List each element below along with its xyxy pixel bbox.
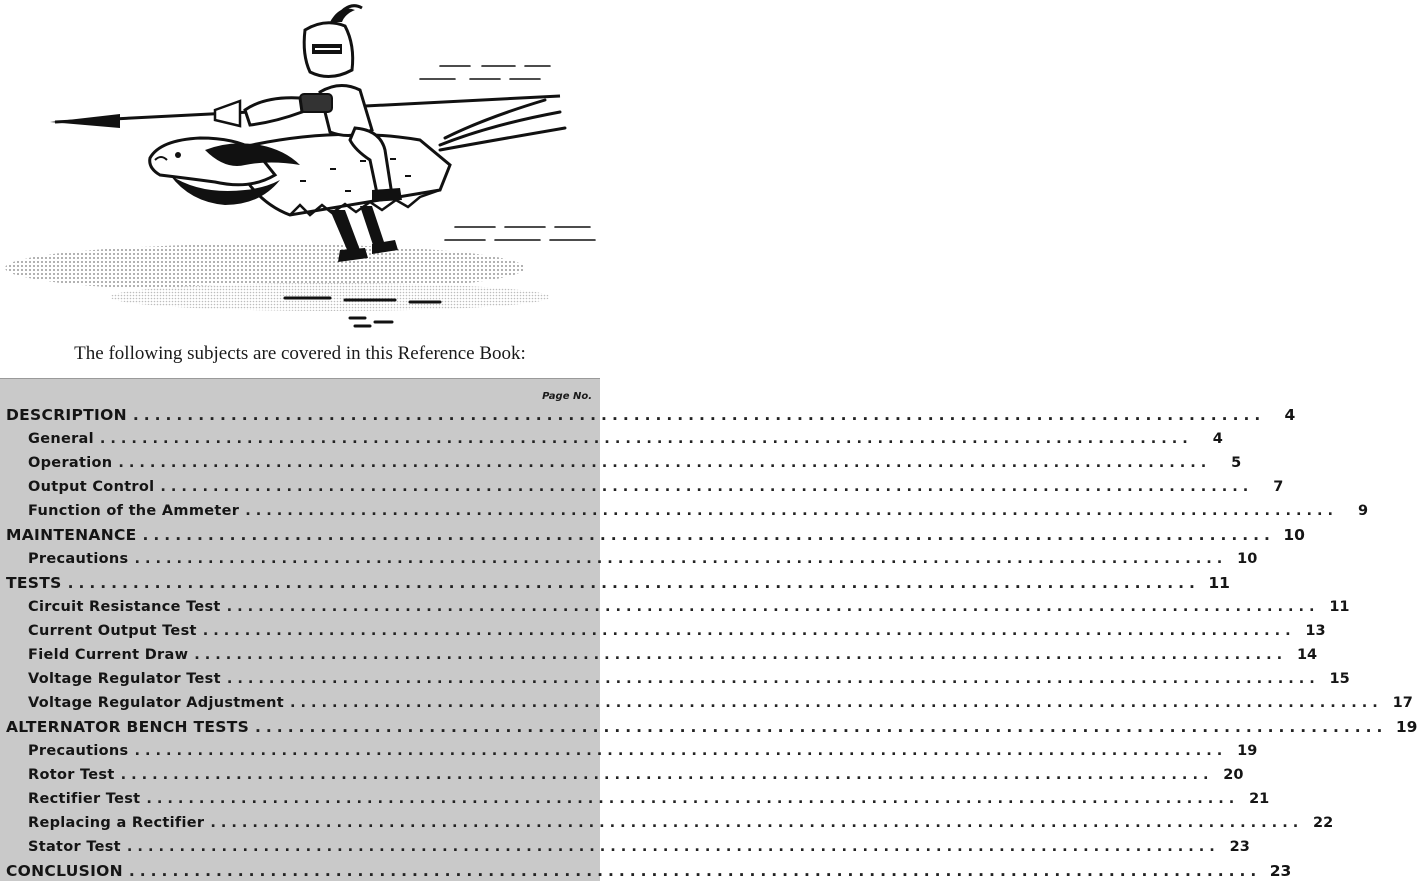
toc-entry-field-current-draw[interactable] xyxy=(0,643,1318,667)
toc-entry-page: 13 xyxy=(1305,623,1326,639)
leader-dots: ........................................................................................................ xyxy=(118,455,1212,471)
toc-entry-replacing-a-rectifier[interactable] xyxy=(0,811,1334,835)
toc-entry-page: 14 xyxy=(1296,647,1318,663)
leader-dots: ........................................................................................................ xyxy=(226,671,1320,687)
toc-entry-voltage-regulator-adjustment[interactable] xyxy=(0,691,1413,715)
toc-entry-page: 7 xyxy=(1273,479,1284,495)
toc-entry-page: 20 xyxy=(1223,767,1244,783)
leader-dots: ........................................................................................................ xyxy=(146,791,1240,807)
toc-entry-conclusion[interactable] xyxy=(0,859,1292,883)
horse-eye xyxy=(175,152,181,158)
toc-entry-title: Rotor Test xyxy=(28,767,115,783)
leader-dots: ........................................................................................................ xyxy=(126,839,1220,855)
toc-entry-title: TESTS xyxy=(6,574,62,592)
toc-entry-title: Voltage Regulator Adjustment xyxy=(28,695,284,711)
toc-entry-output-control[interactable] xyxy=(0,475,1284,499)
toc-entry-stator-test[interactable] xyxy=(0,835,1250,859)
toc-entry-page: 17 xyxy=(1392,695,1413,711)
toc-entry-title: Current Output Test xyxy=(28,623,197,639)
leader-dots: ........................................................................................................ xyxy=(67,574,1200,592)
toc-entry-page: 23 xyxy=(1229,839,1250,855)
leader-dots: ........................................................................................................ xyxy=(194,647,1288,663)
toc-entry-current-output-test[interactable] xyxy=(0,619,1326,643)
toc-entry-page: 11 xyxy=(1329,599,1350,615)
toc-entry-tests[interactable] xyxy=(0,571,1230,595)
toc-entry-title: Operation xyxy=(28,455,113,471)
toc-entry-title: Output Control xyxy=(28,479,155,495)
toc-rows xyxy=(0,403,1417,883)
table-of-contents xyxy=(0,378,1417,881)
toc-entry-page: 4 xyxy=(1212,431,1223,447)
knight-illustration xyxy=(0,0,600,335)
toc-entry-title: MAINTENANCE xyxy=(6,526,137,544)
knight-helmet xyxy=(304,6,362,77)
toc-entry-title: Stator Test xyxy=(28,839,121,855)
toc-entry-description[interactable] xyxy=(0,403,1296,427)
intro-text: The following subjects are covered in this Reference Book: xyxy=(74,343,526,364)
toc-entry-page: 21 xyxy=(1249,791,1270,807)
knight-on-horse-drawing xyxy=(0,0,600,335)
leader-dots: ........................................................................................................ xyxy=(132,406,1266,424)
toc-entry-operation[interactable] xyxy=(0,451,1242,475)
knight-gauntlet xyxy=(300,94,332,112)
toc-entry-title: Function of the Ammeter xyxy=(28,503,240,519)
toc-entry-title: Rectifier Test xyxy=(28,791,141,807)
leader-dots: ........................................................................................................ xyxy=(289,695,1383,711)
leader-dots: ........................................................................................................ xyxy=(160,479,1254,495)
leader-dots: ........................................................................................................ xyxy=(128,862,1262,880)
toc-entry-title: CONCLUSION xyxy=(6,862,123,880)
toc-entry-title: DESCRIPTION xyxy=(6,406,127,424)
toc-entry-maintenance[interactable] xyxy=(0,523,1305,547)
knight-arm xyxy=(245,98,302,125)
page-number-column-header: Page No. xyxy=(542,391,592,402)
leader-dots: ........................................................................................................ xyxy=(99,431,1193,447)
leader-dots: ........................................................................................................ xyxy=(202,623,1296,639)
toc-entry-title: Circuit Resistance Test xyxy=(28,599,221,615)
toc-entry-title: Replacing a Rectifier xyxy=(28,815,205,831)
leader-dots: ........................................................................................................ xyxy=(134,551,1228,567)
toc-entry-title: Precautions xyxy=(28,551,129,567)
toc-entry-general[interactable] xyxy=(0,427,1223,451)
leader-dots: ........................................................................................................ xyxy=(245,503,1339,519)
leader-dots: ........................................................................................................ xyxy=(226,599,1320,615)
knight-boot xyxy=(372,188,402,202)
toc-entry-precautions[interactable] xyxy=(0,547,1258,571)
leader-dots: ........................................................................................................ xyxy=(142,526,1275,544)
toc-entry-page: 5 xyxy=(1231,455,1242,471)
toc-entry-title: General xyxy=(28,431,94,447)
speed-lines xyxy=(420,66,595,240)
toc-entry-title: Voltage Regulator Test xyxy=(28,671,221,687)
toc-entry-page: 10 xyxy=(1237,551,1258,567)
toc-entry-page: 11 xyxy=(1208,574,1230,592)
toc-entry-page: 10 xyxy=(1283,526,1305,544)
leader-dots: ........................................................................................................ xyxy=(210,815,1304,831)
leader-dots: ........................................................................................................ xyxy=(120,767,1214,783)
toc-entry-page: 23 xyxy=(1269,862,1292,880)
toc-entry-bench-precautions[interactable] xyxy=(0,739,1258,763)
toc-entry-voltage-regulator-test[interactable] xyxy=(0,667,1350,691)
toc-entry-page: 15 xyxy=(1329,671,1350,687)
toc-entry-alternator-bench-tests[interactable] xyxy=(0,715,1417,739)
toc-entry-title: Precautions xyxy=(28,743,129,759)
toc-entry-title: ALTERNATOR BENCH TESTS xyxy=(6,718,250,736)
leader-dots: ........................................................................................................ xyxy=(134,743,1228,759)
toc-entry-page: 4 xyxy=(1284,406,1296,424)
toc-entry-function-of-the-ammeter[interactable] xyxy=(0,499,1369,523)
toc-entry-circuit-resistance-test[interactable] xyxy=(0,595,1350,619)
toc-entry-rectifier-test[interactable] xyxy=(0,787,1270,811)
toc-entry-page: 19 xyxy=(1395,718,1417,736)
toc-entry-page: 22 xyxy=(1313,815,1334,831)
toc-entry-rotor-test[interactable] xyxy=(0,763,1244,787)
toc-entry-page: 19 xyxy=(1237,743,1258,759)
toc-entry-title: Field Current Draw xyxy=(28,647,189,663)
leader-dots: ........................................................................................................ xyxy=(255,718,1388,736)
horse-tail xyxy=(440,100,565,150)
toc-entry-page: 9 xyxy=(1357,503,1369,519)
